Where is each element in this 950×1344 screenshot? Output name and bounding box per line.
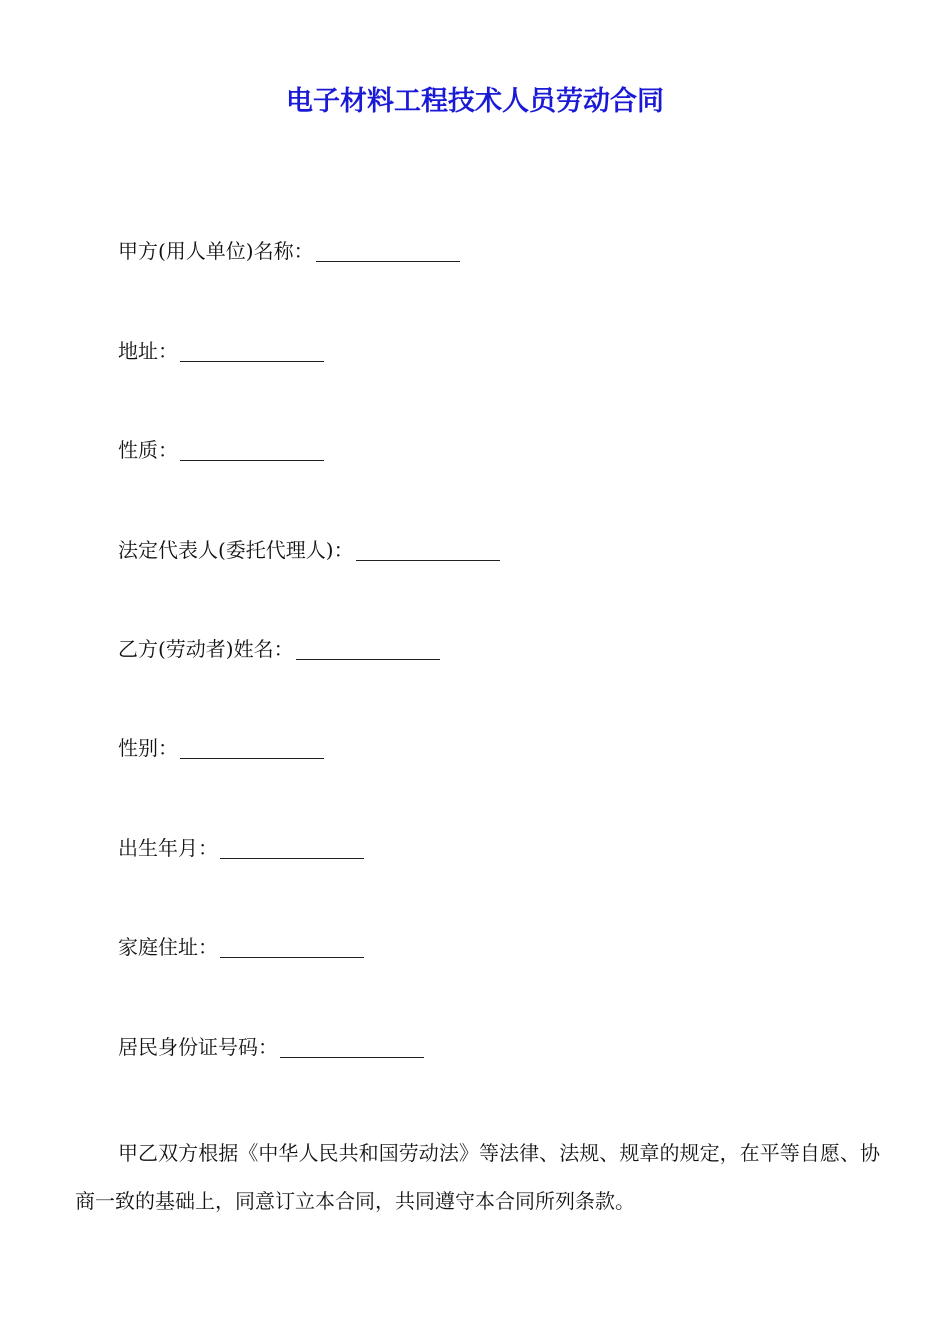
legal-representative-blank[interactable] [356,538,500,561]
birth-date-field [118,833,364,863]
home-address-blank[interactable] [220,935,364,958]
address-blank[interactable] [180,339,324,362]
birth-date-label: 出生年月： [118,836,218,860]
gender-field [118,733,324,763]
legal-representative-label: 法定代表人(委托代理人)： [118,538,354,562]
employee-name-label: 乙方(劳动者)姓名： [118,637,294,661]
document-title: 电子材料工程技术人员劳动合同 [286,86,664,117]
birth-date-blank[interactable] [220,836,364,859]
nature-blank[interactable] [180,438,324,461]
gender-label: 性别： [118,736,178,760]
id-number-blank[interactable] [280,1035,424,1058]
nature-label: 性质： [118,438,178,462]
address-label: 地址： [118,339,178,363]
preamble-paragraph: 甲乙双方根据《中华人民共和国劳动法》等法律、法规、规章的规定，在平等自愿、协商一致的基础上，同意订立本合同，共同遵守本合同所列条款。 [75,1141,880,1213]
address-field [118,336,324,366]
employer-name-blank[interactable] [316,239,460,262]
employer-name-field [118,236,460,266]
id-number-field [118,1032,424,1062]
home-address-field [118,932,364,962]
employer-name-label: 甲方(用人单位)名称： [118,239,314,263]
employee-name-field [118,634,440,664]
home-address-label: 家庭住址： [118,935,218,959]
nature-field [118,435,324,465]
id-number-label: 居民身份证号码： [118,1035,278,1059]
legal-representative-field [118,535,500,565]
gender-blank[interactable] [180,736,324,759]
employee-name-blank[interactable] [296,637,440,660]
